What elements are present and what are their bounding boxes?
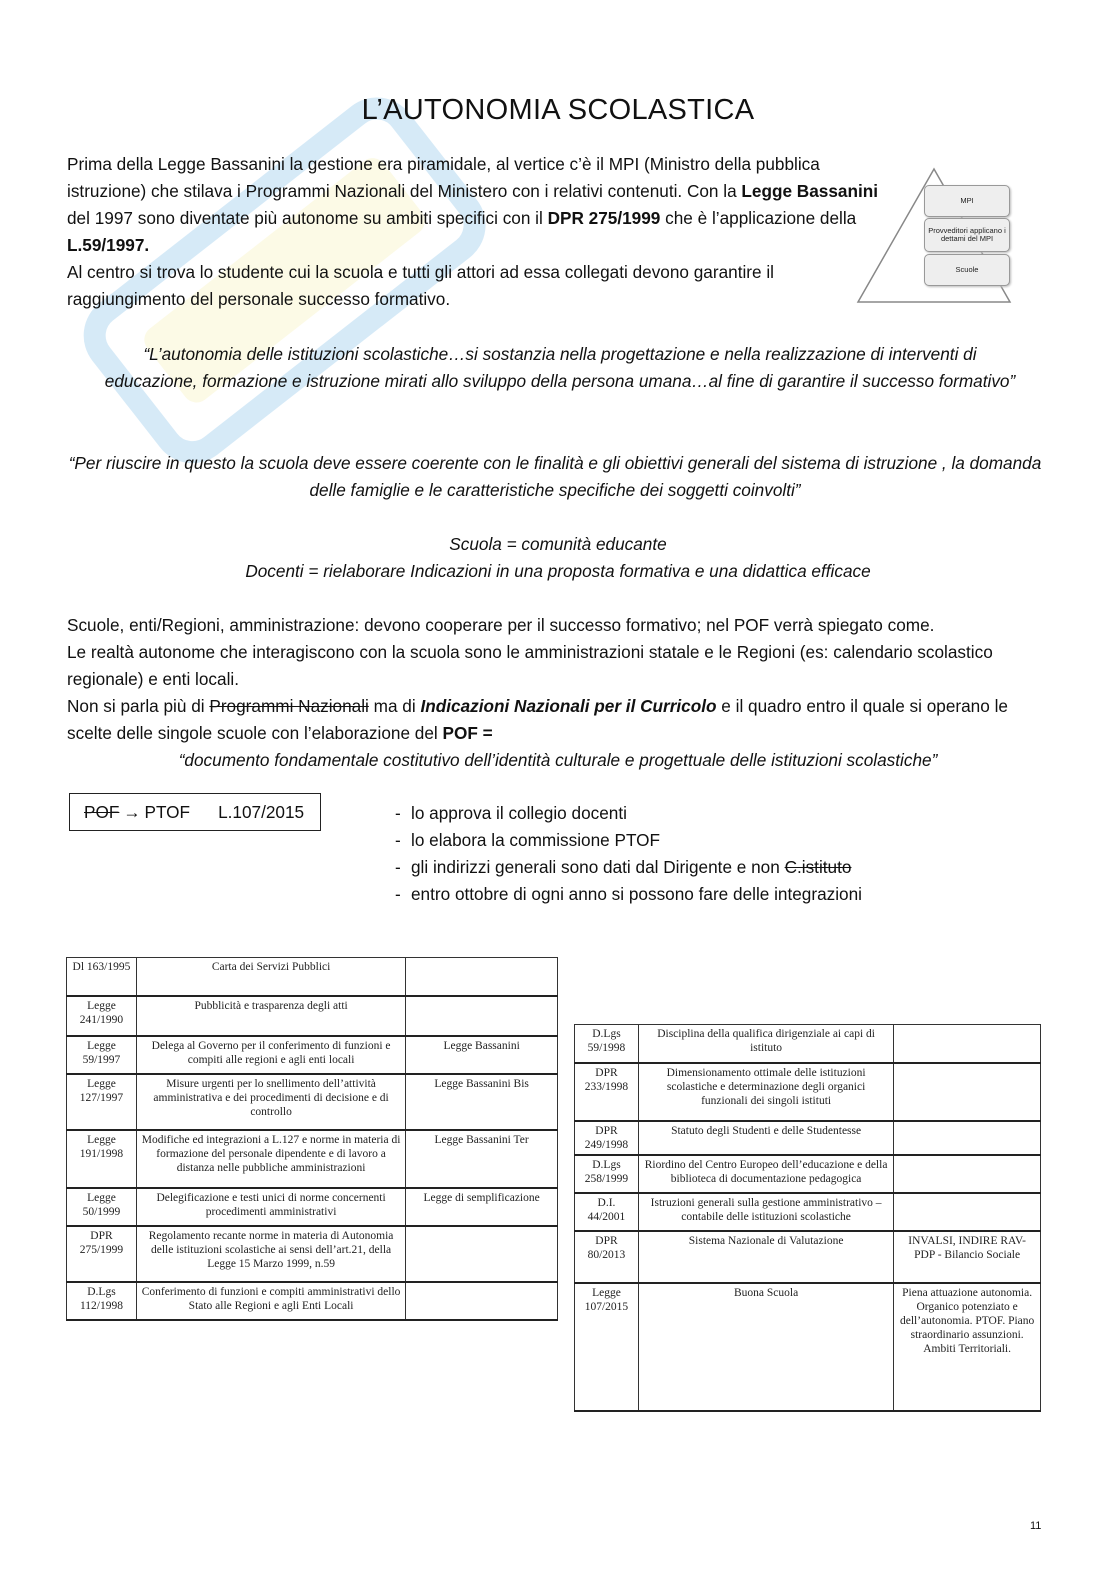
table-row	[67, 1282, 558, 1320]
laws-table-right	[574, 1024, 1041, 1412]
table-cell-note	[406, 958, 558, 996]
table-cell-desc: Buona Scuola	[638, 1283, 893, 1411]
table-cell-desc: Sistema Nazionale di Valutazione	[638, 1231, 893, 1283]
equation-docenti: Docenti = rielaborare Indicazioni in una proposta formativa e una didattica efficace	[245, 561, 871, 581]
laws-table-left	[66, 957, 558, 1321]
table-row	[575, 1283, 1041, 1411]
table-cell-note: Legge Bassanini Ter	[406, 1130, 558, 1188]
table-row	[67, 1074, 558, 1130]
table-row	[67, 1188, 558, 1226]
page-title: L’AUTONOMIA SCOLASTICA	[361, 94, 755, 126]
table-cell-note	[894, 1025, 1041, 1063]
page-number: 11	[1030, 1520, 1042, 1532]
laws-table-right-body	[575, 1025, 1041, 1411]
table-row	[67, 1130, 558, 1188]
table-cell-note: Legge Bassanini	[406, 1036, 558, 1074]
table-cell-desc: Istruzioni generali sulla gestione amministrativo – contabile delle istituzioni scolastiche	[638, 1193, 893, 1231]
table-cell-law: Legge 191/1998	[67, 1130, 137, 1188]
table-cell-note	[894, 1155, 1041, 1193]
table-cell-law: Legge 59/1997	[67, 1036, 137, 1074]
strikethrough-cistituto: C.istituto	[784, 857, 852, 877]
table-cell-law: D.Lgs 258/1999	[575, 1155, 639, 1193]
quote-pof-definition: “documento fondamentale costitutivo dell’identità culturale e progettuale delle istituzioni scolastiche”	[178, 750, 938, 770]
table-cell-desc: Riordino del Centro Europeo dell’educazione e della biblioteca di documentazione pedagogica	[638, 1155, 893, 1193]
table-cell-desc: Statuto degli Studenti e delle Studentesse	[638, 1121, 893, 1155]
table-cell-note: Legge Bassanini Bis	[406, 1074, 558, 1130]
quote-coerenza: “Per riuscire in questo la scuola deve essere coerente con le finalità e gli obiettivi generali del sistema di istruzione , la domanda delle famiglie e le caratteristiche specifiche dei soggetti coinvolti”	[68, 453, 1042, 500]
bold-pof: POF =	[442, 723, 493, 743]
list-item	[395, 827, 862, 854]
intro-bold-l59: L.59/1997.	[67, 235, 150, 255]
intro-paragraph	[67, 151, 897, 313]
table-cell-note: Legge di semplificazione	[406, 1188, 558, 1226]
table-cell-law: DPR 233/1998	[575, 1063, 639, 1121]
table-cell-desc: Misure urgenti per lo snellimento dell’attività amministrativa e dei procedimenti di decisione e di controllo	[136, 1074, 405, 1130]
table-cell-desc: Delegificazione e testi unici di norme concernenti procedimenti amministrativi	[136, 1188, 405, 1226]
table-cell-law: Legge 50/1999	[67, 1188, 137, 1226]
list-item-text: gli indirizzi generali sono dati dal Dirigente e non	[411, 857, 785, 877]
table-cell-law: Legge 107/2015	[575, 1283, 639, 1411]
list-item-text: entro ottobre di ogni anno si possono fare delle integrazioni	[411, 884, 862, 904]
list-item	[395, 800, 862, 827]
table-cell-note	[894, 1063, 1041, 1121]
table-cell-desc: Modifiche ed integrazioni a L.127 e norme in materia di formazione del personale dipendente e di lavoro a distanza nelle pubbliche amministrazioni	[136, 1130, 405, 1188]
pyramid-level-provveditori: Provveditori applicano i dettami del MPI	[924, 218, 1010, 252]
list-item-text: lo elabora la commissione PTOF	[411, 830, 661, 850]
table-cell-note	[406, 996, 558, 1036]
table-row	[575, 1155, 1041, 1193]
table-cell-note	[406, 1226, 558, 1282]
laws-table-left-body	[67, 958, 558, 1320]
body-text: e il quadro entro il quale si operano le scelte delle singole scuole con l’elaborazione del	[67, 696, 1008, 743]
table-cell-note	[894, 1121, 1041, 1155]
table-cell-law: Dl 163/1995	[67, 958, 137, 996]
list-item	[395, 881, 862, 908]
table-cell-law: DPR 80/2013	[575, 1231, 639, 1283]
intro-text-studente: Al centro si trova lo studente cui la scuola e tutti gli attori ad essa collegati devono garantire il raggiungimento del personale successo formativo.	[67, 262, 774, 309]
table-cell-law: D.Lgs 59/1998	[575, 1025, 639, 1063]
ptof-box	[69, 793, 321, 831]
list-item	[395, 854, 862, 881]
table-row	[575, 1231, 1041, 1283]
pyramid-level-mpi: MPI	[924, 185, 1010, 217]
arrow-right-icon: →	[123, 801, 141, 822]
table-cell-desc: Carta dei Servizi Pubblici	[136, 958, 405, 996]
table-cell-desc: Regolamento recante norme in materia di Autonomia delle istituzioni scolastiche ai sensi dell’art.21, della Legge 15 Marzo 1999, n.59	[136, 1226, 405, 1282]
intro-bold-dpr: DPR 275/1999	[547, 208, 661, 228]
table-row	[67, 996, 558, 1036]
bold-indicazioni: Indicazioni Nazionali per il Curricolo	[420, 696, 717, 716]
ptof-new: PTOF	[144, 801, 191, 822]
body-text: Le realtà autonome che interagiscono con la scuola sono le amministrazioni statale e le Regioni (es: calendario scolastico regionale) e enti locali.	[67, 642, 993, 689]
body-paragraph-cooperazione	[67, 612, 1027, 747]
table-cell-desc: Disciplina della qualifica dirigenziale ai capi di istituto	[638, 1025, 893, 1063]
table-cell-desc: Pubblicità e trasparenza degli atti	[136, 996, 405, 1036]
table-row	[575, 1121, 1041, 1155]
table-cell-desc: Delega al Governo per il conferimento di funzioni e compiti alle regioni e agli enti locali	[136, 1036, 405, 1074]
table-cell-law: DPR 249/1998	[575, 1121, 639, 1155]
table-cell-law: DPR 275/1999	[67, 1226, 137, 1282]
table-cell-law: D.Lgs 112/1998	[67, 1282, 137, 1320]
table-row	[575, 1025, 1041, 1063]
intro-text: che è l’applicazione della	[660, 208, 857, 228]
list-item-text: lo approva il collegio docenti	[411, 803, 627, 823]
equation-scuola: Scuola = comunità educante	[449, 534, 667, 554]
intro-text: Prima della Legge Bassanini la gestione era piramidale, al vertice c’è il MPI (Ministro della pubblica istruzione) che stilava i Programmi Nazionali del Ministero con i relativi contenuti. Con la	[67, 154, 820, 201]
pyramid-diagram	[854, 165, 1014, 307]
table-row	[67, 1226, 558, 1282]
ptof-law: L.107/2015	[218, 801, 305, 822]
table-cell-note	[894, 1193, 1041, 1231]
table-cell-note	[406, 1282, 558, 1320]
table-cell-law: Legge 241/1990	[67, 996, 137, 1036]
table-cell-desc: Dimensionamento ottimale delle istituzioni scolastiche e determinazione degli organici funzionali dei singoli istituti	[638, 1063, 893, 1121]
table-cell-desc: Conferimento di funzioni e compiti amministrativi dello Stato alle Regioni e agli Enti Locali	[136, 1282, 405, 1320]
body-text: Non si parla più di	[67, 696, 210, 716]
table-cell-note: INVALSI, INDIRE RAV-PDP - Bilancio Sociale	[894, 1231, 1041, 1283]
table-row	[67, 1036, 558, 1074]
table-cell-law: D.I. 44/2001	[575, 1193, 639, 1231]
body-text: Scuole, enti/Regioni, amministrazione: devono cooperare per il successo formativo; nel POF verrà spiegato come.	[67, 615, 935, 635]
table-cell-note: Piena attuazione autonomia. Organico potenziato e dell’autonomia. PTOF. Piano straordinario assunzioni. Ambiti Territoriali.	[894, 1283, 1041, 1411]
pyramid-level-scuole: Scuole	[924, 254, 1010, 286]
body-text: ma di	[368, 696, 421, 716]
table-row	[575, 1193, 1041, 1231]
table-cell-law: Legge 127/1997	[67, 1074, 137, 1130]
ptof-list	[395, 800, 862, 908]
intro-bold-legge-bassanini: Legge Bassanini	[741, 181, 879, 201]
table-row	[67, 958, 558, 996]
ptof-old: POF	[84, 801, 120, 822]
strikethrough-programmi: Programmi Nazionali	[209, 696, 369, 716]
quote-autonomia: “L’autonomia delle istituzioni scolastiche…si sostanzia nella progettazione e nella realizzazione di interventi di educazione, formazione e istruzione mirati allo sviluppo della persona umana…al fine di garantire il successo formativo”	[104, 344, 1016, 391]
table-row	[575, 1063, 1041, 1121]
intro-text: del 1997 sono diventate più autonome su ambiti specifici con il	[67, 208, 548, 228]
